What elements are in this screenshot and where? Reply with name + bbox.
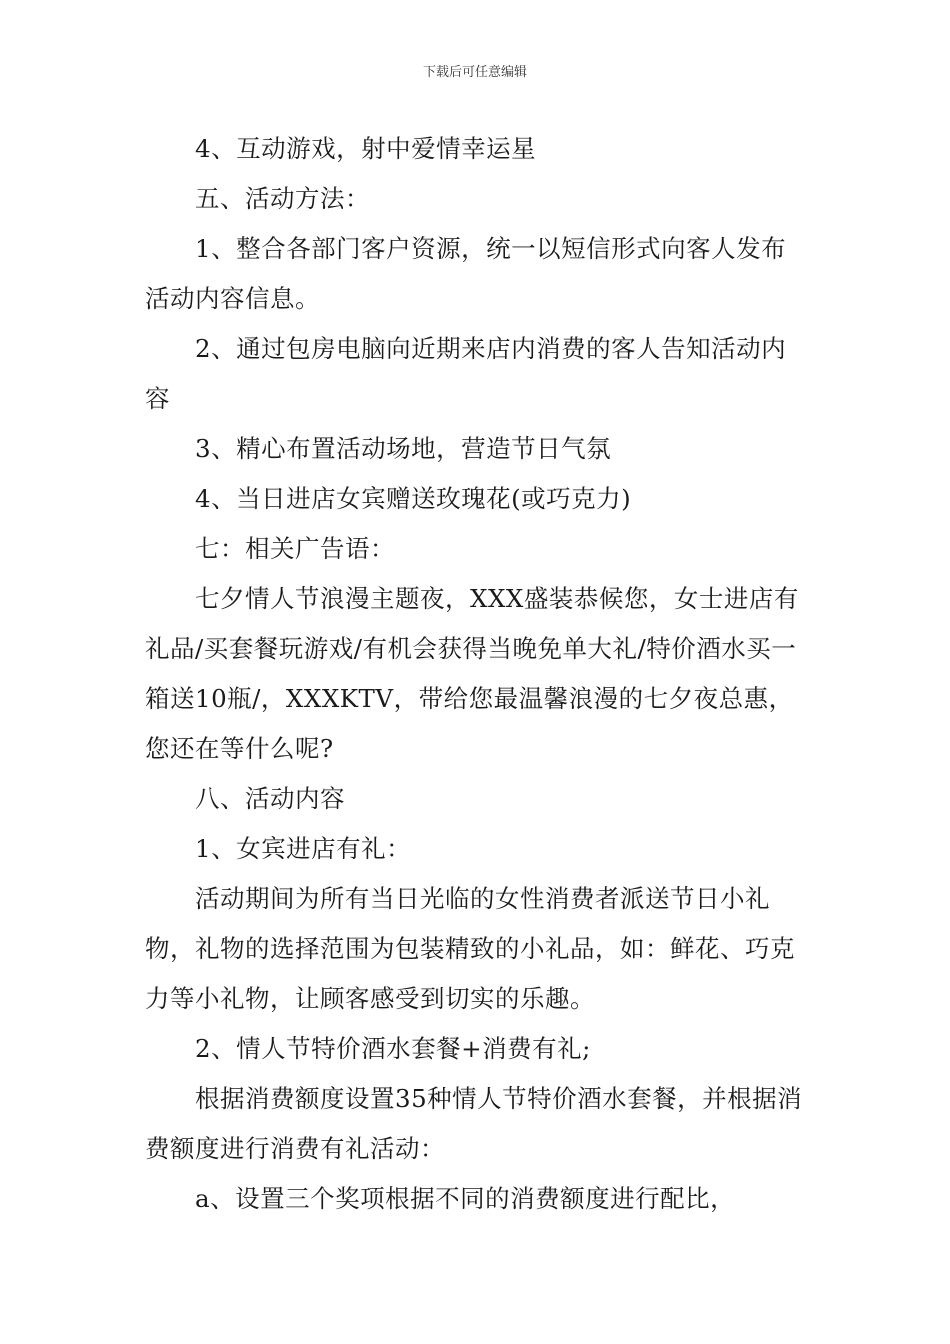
paragraph-sms-notice: 1、整合各部门客户资源，统一以短信形式向客人发布活动内容信息。	[145, 234, 787, 313]
page-header: 下载后可任意编辑	[422, 65, 527, 80]
document-body	[145, 124, 810, 1224]
heading-activity-methods: 五、活动方法：	[195, 184, 370, 213]
paragraph-slogan-text: 七夕情人节浪漫主题夜，XXX盛装恭候您，女士进店有礼品/买套餐玩游戏/有机会获得当晚免单大礼/特价酒水买一箱送10瓶/，XXXKTV，带给您最温馨浪漫的七夕夜总惠，您还在等什么呢?	[145, 584, 799, 763]
paragraph-venue-setup: 3、精心布置活动场地，营造节日气氛	[195, 434, 612, 463]
heading-female-gift: 1、女宾进店有礼：	[195, 834, 412, 863]
paragraph-interactive-game: 4、互动游戏，射中爱情幸运星	[195, 134, 537, 163]
paragraph-package-details: 根据消费额度设置35种情人节特价酒水套餐，并根据消费额度进行消费有礼活动：	[145, 1084, 803, 1163]
paragraph-gift-details: 活动期间为所有当日光临的女性消费者派送节日小礼物，礼物的选择范围为包装精致的小礼品，如：鲜花、巧克力等小礼物，让顾客感受到切实的乐趣。	[145, 884, 795, 1013]
paragraph-prize-tiers: a、设置三个奖项根据不同的消费额度进行配比，	[195, 1184, 736, 1213]
heading-activity-content: 八、活动内容	[195, 784, 345, 813]
paragraph-roses: 4、当日进店女宾赠送玫瑰花(或巧克力)	[195, 484, 632, 513]
heading-slogans: 七：相关广告语：	[195, 534, 395, 563]
paragraph-room-computer: 2、通过包房电脑向近期来店内消费的客人告知活动内容	[145, 334, 787, 413]
heading-drink-packages: 2、情人节特价酒水套餐+消费有礼;	[195, 1034, 591, 1063]
